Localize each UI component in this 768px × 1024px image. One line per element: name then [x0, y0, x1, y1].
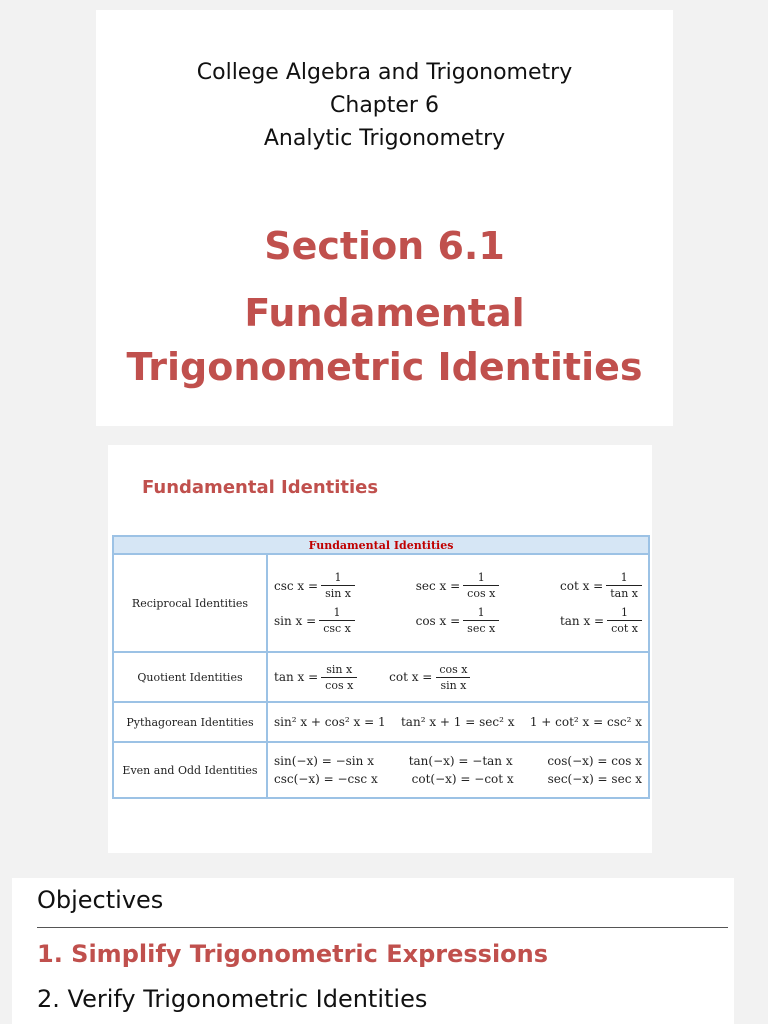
identity: cot(−x) = −cot x: [411, 772, 514, 786]
even-odd-cell: [267, 742, 649, 798]
title-slide: [96, 10, 673, 426]
identity: csc x = $\frac{1}{\text{sin x}}$: [274, 571, 355, 600]
objectives-title: Objectives: [37, 886, 164, 914]
chapter-label: Chapter 6: [330, 93, 439, 118]
row-label: Even and Odd Identities: [113, 742, 267, 798]
identity: sin(−x) = −sin x: [274, 754, 374, 768]
identity: tan x = $\frac{1}{\text{cot x}}$: [560, 606, 642, 635]
table-row: [113, 742, 649, 798]
identities-table: [112, 535, 650, 799]
identity: cos(−x) = cos x: [547, 754, 642, 768]
table-row: [113, 702, 649, 742]
objective-item: 1. Simplify Trigonometric Expressions: [37, 940, 549, 968]
section-title-line-2: Trigonometric Identities: [126, 345, 643, 389]
row-label: Quotient Identities: [113, 652, 267, 702]
identities-slide: [108, 445, 652, 853]
objectives-slide: [12, 878, 734, 1024]
pythagorean-cell: [267, 702, 649, 742]
identity: tan x = $\frac{\text{sin x}}{\text{cos x}}$: [274, 663, 357, 692]
chapter-title: Analytic Trigonometry: [263, 126, 506, 151]
table-row: [113, 652, 649, 702]
identity: tan² x + 1 = sec² x: [400, 715, 515, 729]
quotient-cell: [267, 652, 649, 702]
objective-item: 2. Verify Trigonometric Identities: [37, 985, 428, 1013]
identity: sec x = $\frac{1}{\text{cos x}}$: [416, 571, 500, 600]
section-label: Section 6.1: [264, 224, 505, 268]
table-title: Fundamental Identities: [113, 536, 649, 554]
divider: [37, 927, 728, 928]
identities-heading: Fundamental Identities: [142, 477, 379, 498]
course-header: [96, 56, 673, 155]
identity: cos x = $\frac{1}{\text{sec x}}$: [416, 606, 500, 635]
row-label: Reciprocal Identities: [113, 554, 267, 652]
section-title-line-1: Fundamental: [244, 291, 525, 335]
section-title: [96, 286, 673, 394]
identity: cot x = $\frac{1}{\text{tan x}}$: [560, 571, 642, 600]
identity: sec(−x) = sec x: [547, 772, 642, 786]
table-row: [113, 554, 649, 652]
identity: cot x = $\frac{\text{cos x}}{\text{sin x}}$: [389, 663, 471, 692]
identity: csc(−x) = −csc x: [274, 772, 378, 786]
identity: sin x = $\frac{1}{\text{csc x}}$: [274, 606, 355, 635]
identity: tan(−x) = −tan x: [408, 754, 513, 768]
identity: 1 + cot² x = csc² x: [529, 715, 642, 729]
identity: sin² x + cos² x = 1: [274, 715, 386, 729]
row-label: Pythagorean Identities: [113, 702, 267, 742]
reciprocal-cell: [267, 554, 649, 652]
course-title: College Algebra and Trigonometry: [196, 60, 573, 85]
